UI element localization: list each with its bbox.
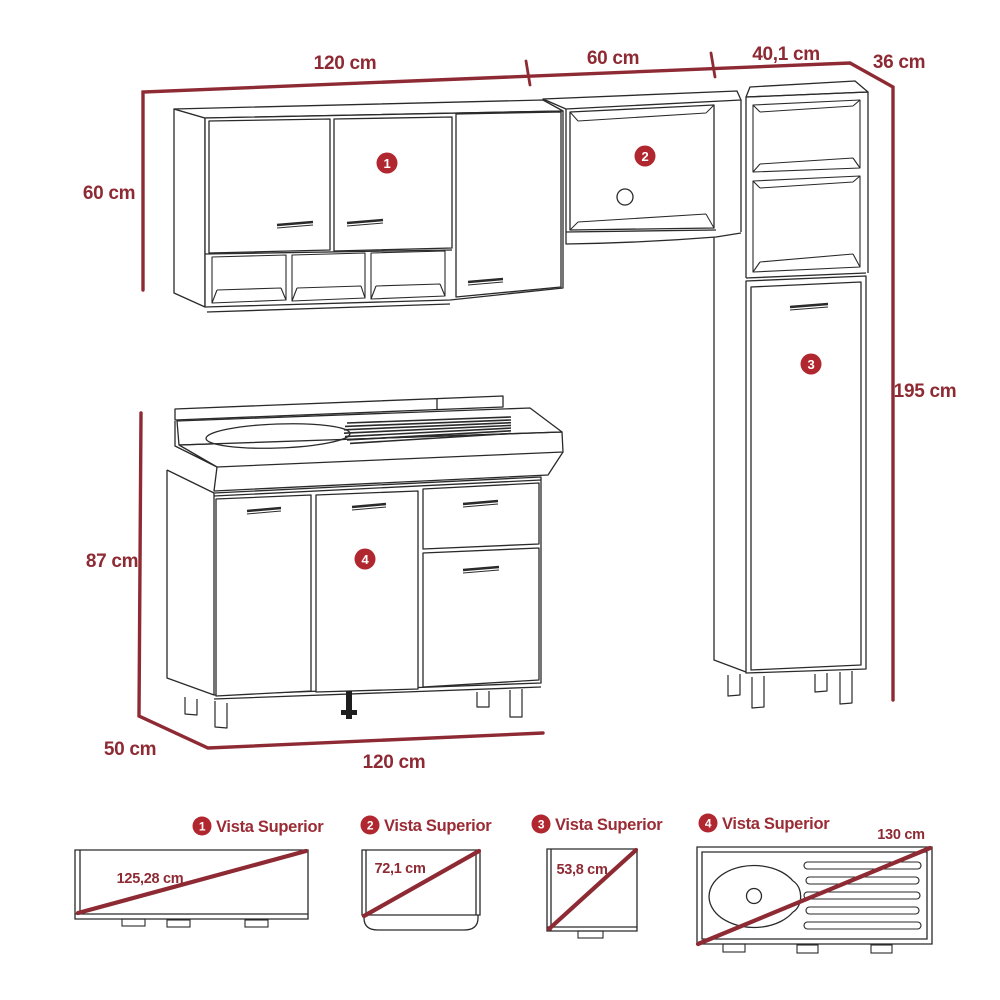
top-view-4-hinges [723, 944, 892, 953]
dim-cab3-height-label: 195 cm [893, 381, 957, 402]
dim-tick-2 [711, 53, 715, 77]
cabinet2-opening [570, 105, 714, 230]
top-view-1-header [193, 817, 325, 837]
top-view-1-hinges [122, 919, 268, 927]
badge-cabinet-1-number: 1 [383, 155, 391, 171]
top-view-4-diagonal-label: 130 cm [877, 827, 925, 843]
top-view-4-drain [747, 889, 762, 904]
cabinet3-door-section [746, 276, 866, 673]
cabinet2-cable-hole [617, 189, 633, 205]
top-view-1-diagonal-label: 125,28 cm [116, 871, 184, 887]
cabinet-3-drawing [728, 81, 868, 708]
dim-cab3-depth-label: 36 cm [872, 52, 926, 73]
badge-cabinet-4-number: 4 [361, 551, 369, 567]
cabinet-2-drawing [543, 91, 746, 672]
cabinet-1-drawing [174, 100, 563, 312]
cabinet1-left-door [209, 119, 330, 253]
top-view-3-hinge [578, 931, 603, 938]
top-view-diagonals [78, 848, 930, 944]
top-view-2-badge: 2 [366, 818, 374, 833]
drain-pipe [341, 691, 357, 719]
top-view-2-diagonal-label: 72,1 cm [374, 861, 426, 877]
cabinet2-bottom-shelf [566, 230, 741, 244]
cabinet3-left-side-panel [714, 237, 746, 672]
top-view-4-badge: 4 [704, 816, 712, 831]
top-view-1-title: Vista Superior [216, 818, 324, 836]
badge-cabinet-3 [801, 354, 822, 375]
top-view-2-title: Vista Superior [384, 817, 492, 835]
top-view-4-sink [709, 865, 801, 927]
cabinet3-lower-cubby [753, 176, 860, 272]
badge-cabinet-1 [377, 153, 398, 174]
cabinet4-drawer [423, 483, 539, 549]
cabinet3-upper-cubby [753, 100, 860, 172]
badge-cabinet-3-number: 3 [807, 356, 815, 372]
top-view-1-badge: 1 [198, 819, 206, 834]
badge-cabinet-2 [635, 146, 656, 167]
top-view-3-badge: 3 [537, 817, 545, 832]
cabinet4-left-door [216, 495, 311, 696]
cabinet3-legs [728, 671, 852, 708]
dim-cab4-depth-label: 50 cm [103, 739, 157, 760]
dim-cab4-height-label: 87 cm [85, 551, 139, 572]
cabinet1-middle-door [334, 117, 452, 251]
top-view-3-title: Vista Superior [555, 816, 663, 834]
dim-cab3-width-label: 40,1 cm [752, 44, 820, 65]
top-view-1-diagonal [78, 851, 306, 913]
top-view-4-header [699, 814, 831, 834]
badge-cabinet-2-number: 2 [641, 148, 649, 164]
top-view-2-apron [364, 915, 478, 930]
cabinet1-side-face [174, 109, 205, 307]
cabinet1-right-door [456, 112, 561, 297]
top-view-4-ridges [804, 862, 921, 929]
top-view-4-title: Vista Superior [722, 815, 830, 833]
dim-cab1-height-label: 60 cm [82, 183, 136, 204]
top-view-3-diagonal-label: 53,8 cm [556, 862, 608, 878]
dim-cab4-width-label: 120 cm [362, 752, 426, 773]
dim-cab2-width-label: 60 cm [586, 48, 640, 69]
badge-cabinet-4 [355, 549, 376, 570]
cabinet4-middle-door [316, 491, 418, 692]
dim-cab1-width-label: 120 cm [313, 53, 377, 74]
top-view-2-header [361, 816, 493, 836]
top-view-3-header [532, 815, 664, 835]
dim-tick-1 [526, 61, 530, 85]
